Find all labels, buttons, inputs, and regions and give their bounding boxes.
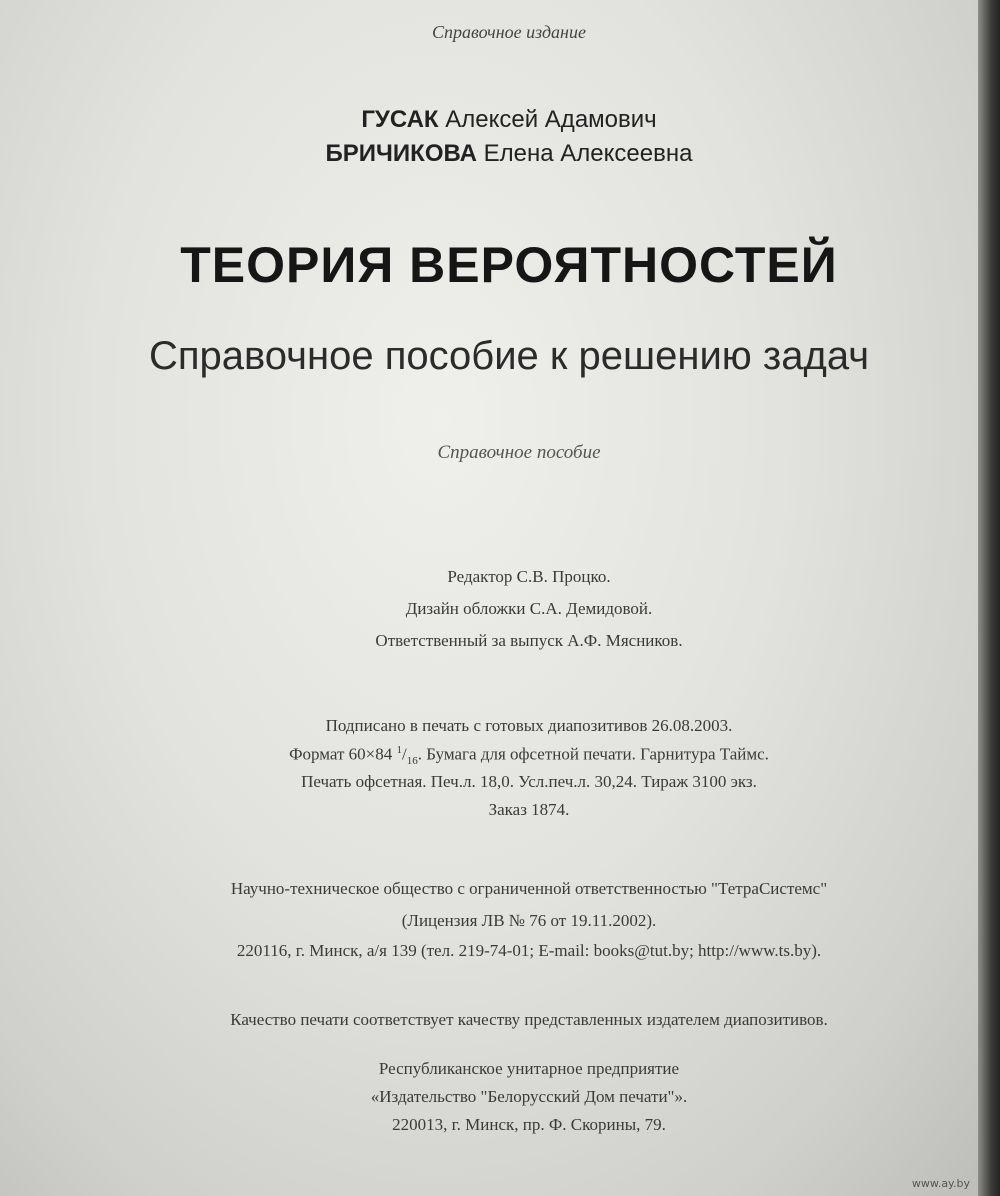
author-line-1 [20,106,998,134]
quality-note: Качество печати соответствует качеству представленных издателем диапозитивов. [230,1010,828,1029]
printer-line-2: «Издательство "Белорусский Дом печати"». [370,1087,688,1106]
format-fraction-num: 1 [396,744,403,756]
signed-to-print: Подписано в печать с готовых диапозитивов 26.08.2003. [325,716,733,735]
author-2-given: Елена Алексеевна [483,140,693,167]
book-spine-shadow [978,0,1000,1196]
edition-type: Справочное издание [432,22,586,42]
editor-credit: Редактор С.В. Процко. [447,567,611,586]
printer-line-1: Республиканское унитарное предприятие [378,1059,680,1078]
format-prefix: Формат 60×84 [289,744,393,764]
format-fraction-den: 16 [406,755,418,768]
book-type: Справочное пособие [437,442,601,463]
publisher-name: Научно-техническое общество с ограниченной ответственностью "ТетраСистемс" [230,879,828,898]
author-2-surname: БРИЧИКОВА [325,140,477,167]
responsible-credit: Ответственный за выпуск А.Ф. Мясников. [375,631,683,650]
publisher-license: (Лицензия ЛВ № 76 от 19.11.2002). [401,911,657,930]
watermark: www.ay.by [911,1177,970,1190]
order-number: Заказ 1874. [488,800,570,819]
format-line: Формат 60×84 $^1/_{16}$. Бумага для офсетной печати. Гарнитура Таймс. [289,744,769,768]
author-line-2 [20,140,998,168]
author-1-surname: ГУСАК [361,106,439,133]
print-info: Печать офсетная. Печ.л. 18,0. Усл.печ.л. 30,24. Тираж 3100 экз. [301,772,757,791]
book-subtitle: Справочное пособие к решению задач [148,334,870,378]
publisher-address: 220116, г. Минск, а/я 139 (тел. 219-74-01; E-mail: books@tut.by; http://www.ts.by). [236,941,822,960]
format-suffix: . Бумага для офсетной печати. Гарнитура Таймс. [417,744,769,764]
book-title: ТЕОРИЯ ВЕРОЯТНОСТЕЙ [180,237,838,293]
printer-line-3: 220013, г. Минск, пр. Ф. Скорины, 79. [392,1115,666,1134]
cover-design-credit: Дизайн обложки С.А. Демидовой. [405,599,653,618]
author-1-given: Алексей Адамович [445,106,657,133]
